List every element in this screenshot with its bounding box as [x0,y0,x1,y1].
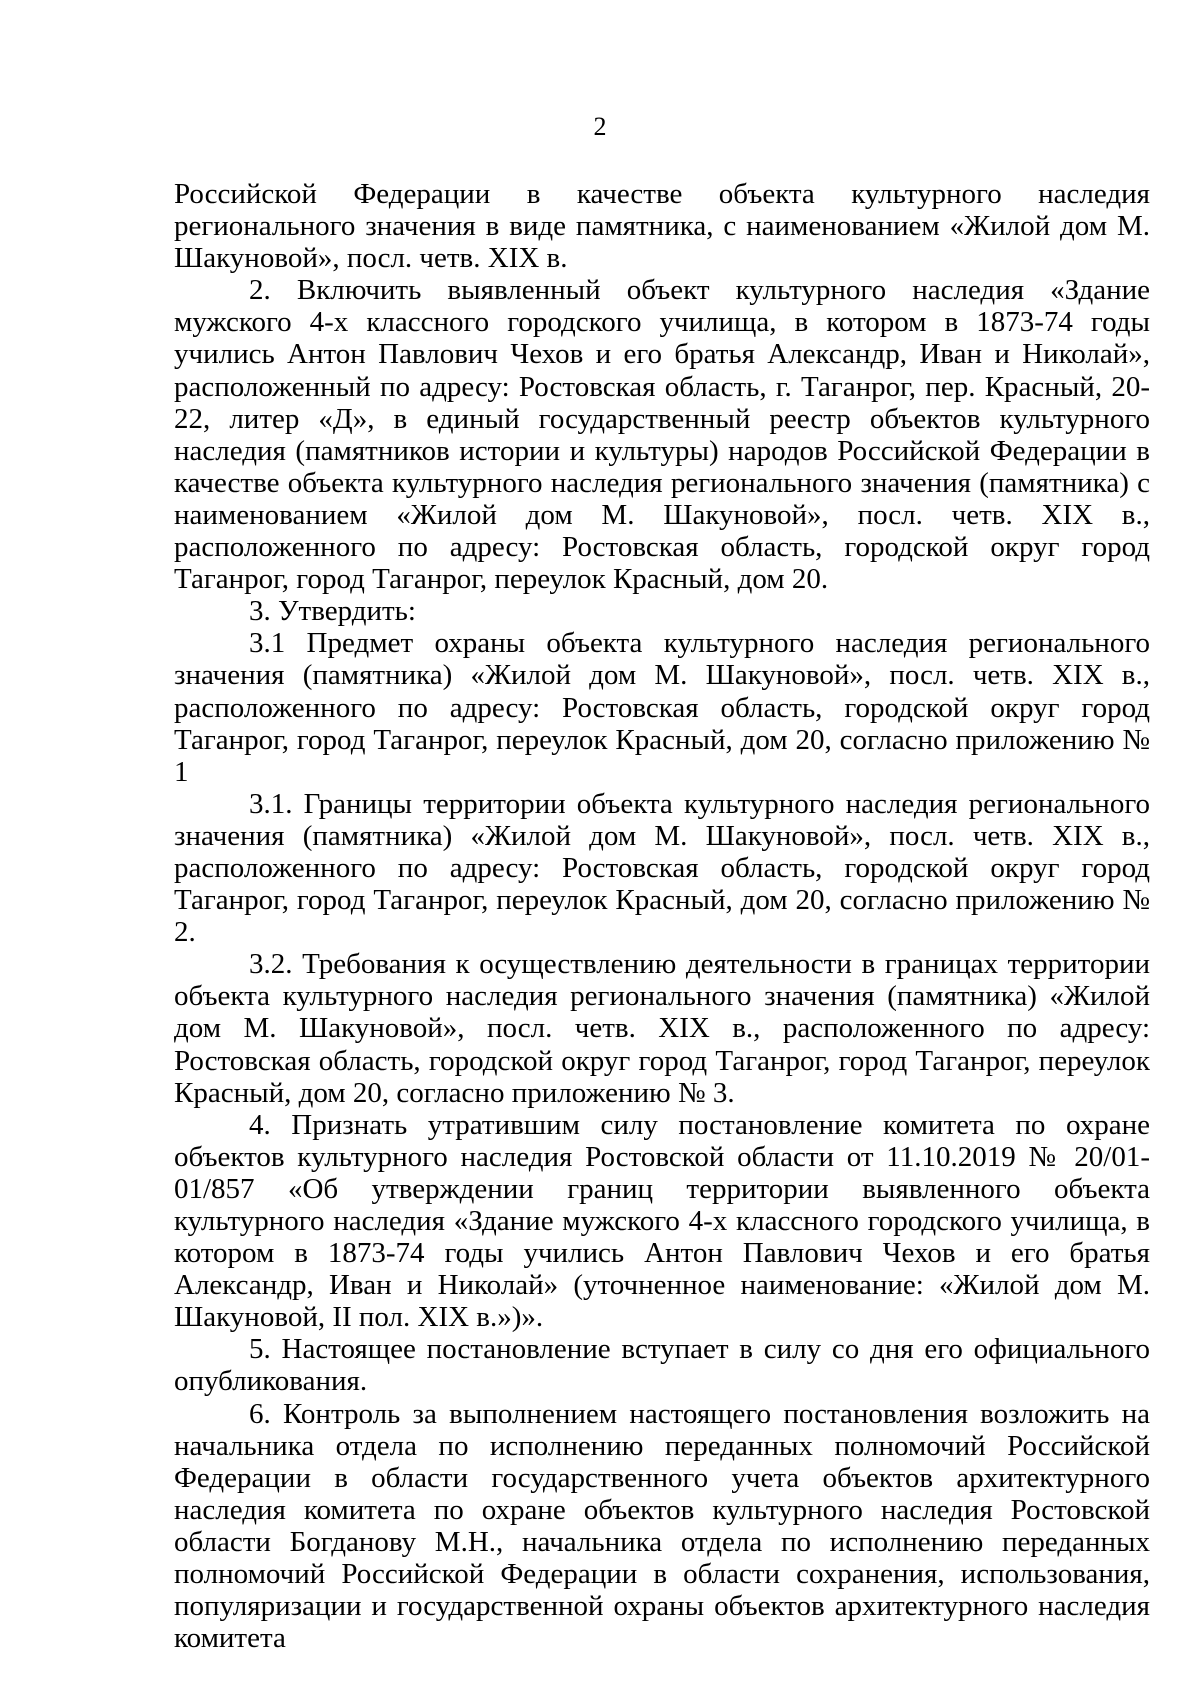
paragraph-item-3-1-subject: 3.1 Предмет охраны объекта культурного наследия регионального значения (памятника) «Жилой дом М. Шакуновой», посл. четв. XIX в., расположенного по адресу: Ростовская область, городской округ город Таганрог, город Таганрог, переулок Красный, дом 20, согласно приложению № 1 [174,627,1150,788]
paragraph-item-3-1-borders: 3.1. Границы территории объекта культурного наследия регионального значения (памятника) «Жилой дом М. Шакуновой», посл. четв. XIX в., расположенного по адресу: Ростовская область, городской округ город Таганрог, город Таганрог, переулок Красный, дом 20, согласно приложению № 2. [174,787,1150,949]
paragraph-item-4: 4. Признать утратившим силу постановление комитета по охране объектов культурного наследия Ростовской области от 11.10.2019 № 20/01-01/857 «Об утверждении границ территории выявленного объекта культурного наследия «Здание мужского 4-х классного городского училища, в котором в 1873-74 годы учились Антон Павлович Чехов и его братья Александр, Иван и Николай» (уточненное наименование: «Жилой дом М. Шакуновой, II пол. XIX в.»)». [174,1108,1150,1334]
paragraph-item-5: 5. Настоящее постановление вступает в силу со дня его официального опубликования. [174,1333,1150,1398]
document-body [174,178,1150,1654]
page-number: 2 [593,112,607,141]
paragraph-item-3: 3. Утвердить: [249,595,416,628]
paragraph-item-2: 2. Включить выявленный объект культурного наследия «Здание мужского 4-х классного городского училища, в котором в 1873-74 годы учились Антон Павлович Чехов и его братья Александр, Иван и Николай», расположенный по адресу: Ростовская область, г. Таганрог, пер. Красный, 20-22, литер «Д», в единый государственный реестр объектов культурного наследия (памятников истории и культуры) народов Российской Федерации в качестве объекта культурного наследия регионального значения (памятника) с наименованием «Жилой дом М. Шакуновой», посл. четв. XIX в., расположенного по адресу: Ростовская область, городской округ город Таганрог, город Таганрог, переулок Красный, дом 20. [174,274,1150,596]
paragraph-continuation: Российской Федерации в качестве объекта культурного наследия регионального значения в виде памятника, с наименованием «Жилой дом М. Шакуновой», посл. четв. XIX в. [174,178,1150,275]
paragraph-item-3-2: 3.2. Требования к осуществлению деятельности в границах территории объекта культурного наследия регионального значения (памятника) «Жилой дом М. Шакуновой», посл. четв. XIX в., расположенного по адресу: Ростовская область, городской округ город Таганрог, город Таганрог, переулок Красный, дом 20, согласно приложению № 3. [174,948,1150,1109]
paragraph-item-6: 6. Контроль за выполнением настоящего постановления возложить на начальника отдела по исполнению переданных полномочий Российской Федерации в области государственного учета объектов архитектурного наследия комитета по охране объектов культурного наследия Ростовской области Богданову М.Н., начальника отдела по исполнению переданных полномочий Российской Федерации в области сохранения, использования, популяризации и государственной охраны объектов архитектурного наследия комитета [174,1397,1150,1655]
